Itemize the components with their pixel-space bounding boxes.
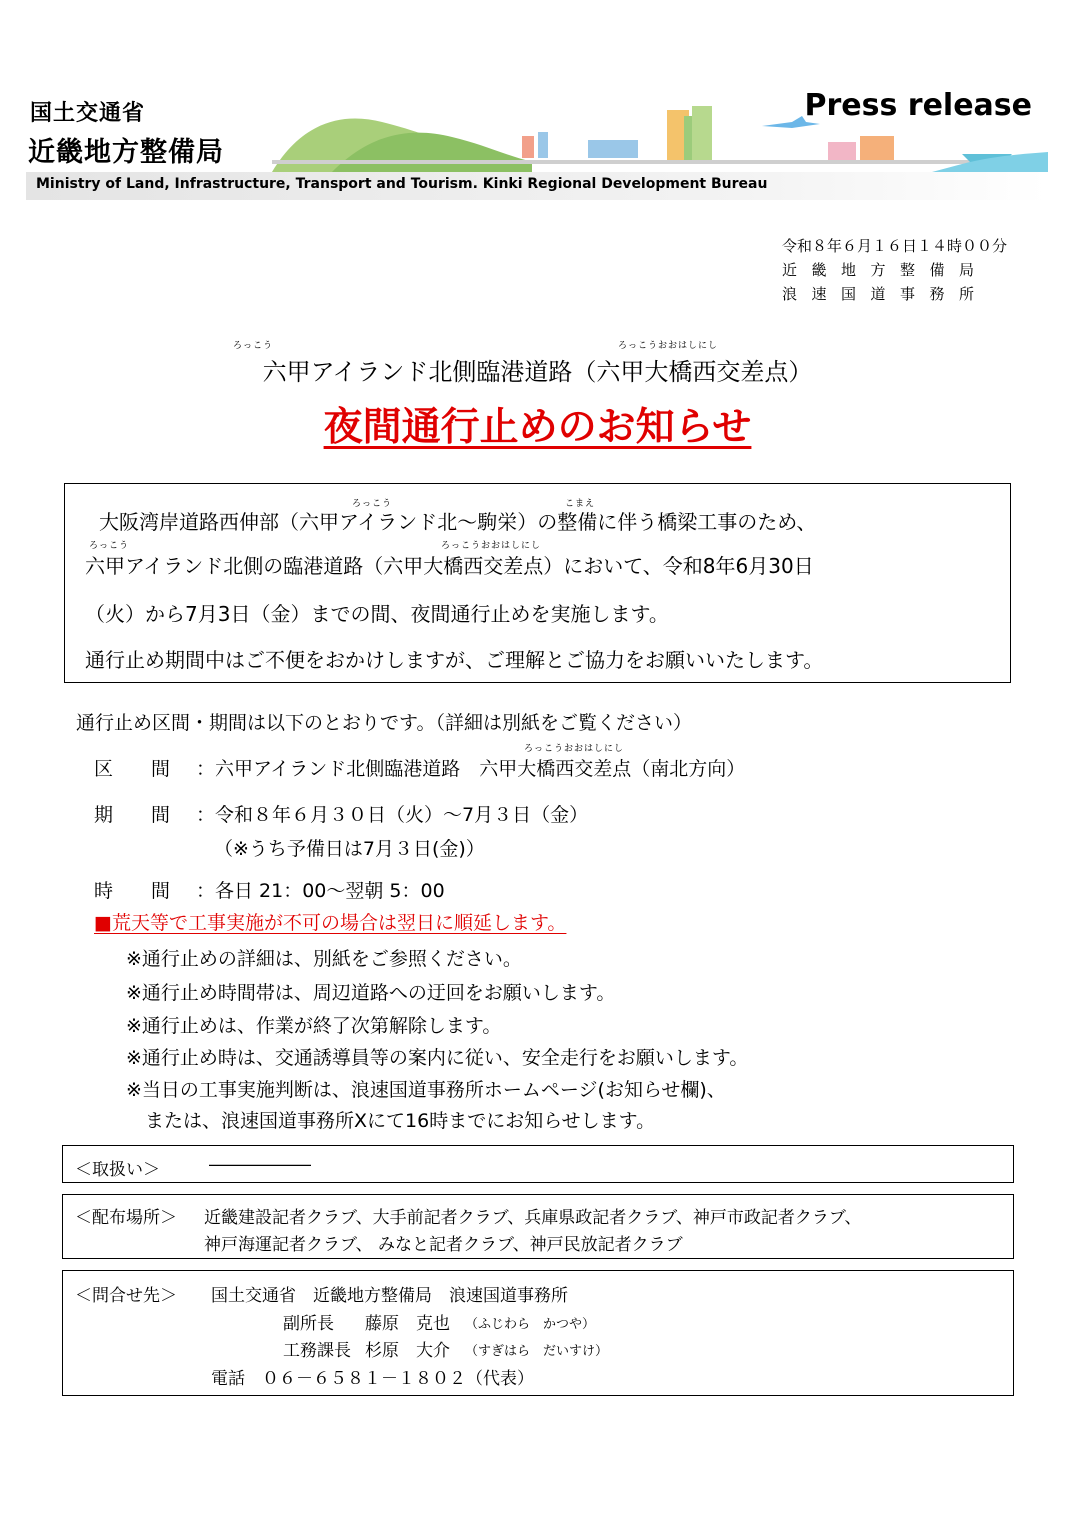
distribution-label: ＜配布場所＞	[75, 1208, 177, 1228]
time-value: ：各日 21：00～翌朝 5：00	[196, 880, 445, 902]
contact-phone: 電話 ０６－６５８１－１８０２（代表）	[211, 1369, 534, 1389]
contact-person1-name: 藤原 克也	[365, 1314, 450, 1334]
section-ruby: ろっこうおおはしにし	[524, 744, 625, 754]
postponement-notice: ■荒天等で工事実施が不可の場合は翌日に順延します。	[94, 912, 567, 934]
page-subtitle: 六甲アイランド北側臨港道路（六甲大橋西交差点）	[262, 358, 813, 386]
bureau-name: 近畿地方整備局	[28, 137, 224, 168]
note-item: ※通行止め時間帯は、周辺道路への迂回をお願いします。	[126, 982, 616, 1004]
issuer-office: 浪速国道事務所	[782, 285, 989, 303]
distribution-line-1: 近畿建設記者クラブ、大手前記者クラブ、兵庫県政記者クラブ、神戸市政記者クラブ、	[204, 1208, 862, 1228]
handling-label: ＜取扱い＞	[75, 1160, 160, 1180]
contact-org: 国土交通省 近畿地方整備局 浪速国道事務所	[211, 1286, 568, 1306]
note-item: ※通行止め時は、交通誘導員等の案内に従い、安全走行をお願いします。	[126, 1047, 749, 1069]
contact-box	[62, 1270, 1014, 1396]
summary-ruby-komae: こまえ	[565, 499, 596, 509]
summary-ruby-rokko: ろっこう	[352, 499, 393, 509]
note-item: ※当日の工事実施判断は、浪速国道事務所ホームページ(お知らせ欄)、	[126, 1079, 726, 1101]
period-label: 期 間	[94, 804, 171, 826]
ministry-name: 国土交通省	[30, 101, 146, 126]
title-ruby-rokko-ohashi: ろっこうおおはしにし	[618, 341, 719, 351]
contact-person2-kana: （すぎはら だいすけ）	[465, 1344, 609, 1359]
ministry-english-name: Ministry of Land, Infrastructure, Transport and Tourism. Kinki Regional Development Bureau	[36, 176, 768, 192]
summary-ruby-rokko-2: ろっこう	[89, 541, 130, 551]
title-ruby-rokko: ろっこう	[233, 341, 274, 351]
summary-line-3: （火）から7月3日（金）までの間、夜間通行止めを実施します。	[85, 602, 669, 626]
contact-person1-title: 副所長	[283, 1314, 334, 1334]
contact-person2-title: 工務課長	[283, 1341, 351, 1361]
time-label: 時 間	[94, 880, 171, 902]
issue-date: 令和８年６月１６日１４時００分	[782, 237, 1008, 255]
summary-line-1: 大阪湾岸道路西伸部（六甲アイランド北～駒栄）の整備に伴う橋梁工事のため、	[99, 510, 817, 534]
distribution-line-2: 神戸海運記者クラブ、 みなと記者クラブ、神戸民放記者クラブ	[204, 1235, 683, 1255]
note-item: または、浪速国道事務所Xにて16時までにお知らせします。	[126, 1110, 656, 1132]
ministry-strip	[26, 172, 1048, 200]
summary-line-4: 通行止め期間中はご不便をおかけしますが、ご理解とご協力をお願いいたします。	[85, 648, 824, 672]
section-label: 区 間	[94, 758, 171, 780]
contact-person2-name: 杉原 大介	[365, 1341, 450, 1361]
details-intro: 通行止め区間・期間は以下のとおりです。（詳細は別紙をご覧ください）	[76, 712, 692, 734]
period-note: （※うち予備日は7月３日(金)）	[214, 838, 485, 860]
issuer-bureau: 近畿地方整備局	[782, 261, 989, 279]
summary-line-2: 六甲アイランド北側の臨港道路（六甲大橋西交差点）において、令和8年6月30日	[85, 554, 814, 578]
contact-person1-kana: （ふじわら かつや）	[465, 1317, 596, 1332]
period-value: ：令和８年６月３０日（火）～7月３日（金）	[196, 804, 589, 826]
press-release-label: Press release	[804, 88, 1032, 123]
note-item: ※通行止めは、作業が終了次第解除します。	[126, 1015, 502, 1037]
bureau-logo	[26, 80, 272, 172]
contact-label: ＜問合せ先＞	[75, 1286, 177, 1306]
handling-box	[62, 1145, 1014, 1183]
section-value: ：六甲アイランド北側臨港道路 六甲大橋西交差点（南北方向）	[196, 758, 746, 780]
handling-value: ――――――	[209, 1155, 311, 1175]
note-item: ※通行止めの詳細は、別紙をご参照ください。	[126, 948, 522, 970]
summary-ruby-rokko-ohashi: ろっこうおおはしにし	[441, 541, 542, 551]
press-release-header	[26, 80, 1048, 200]
distribution-box	[62, 1194, 1014, 1259]
summary-box	[64, 483, 1011, 683]
page-title: 夜間通行止めのお知らせ	[323, 405, 752, 450]
